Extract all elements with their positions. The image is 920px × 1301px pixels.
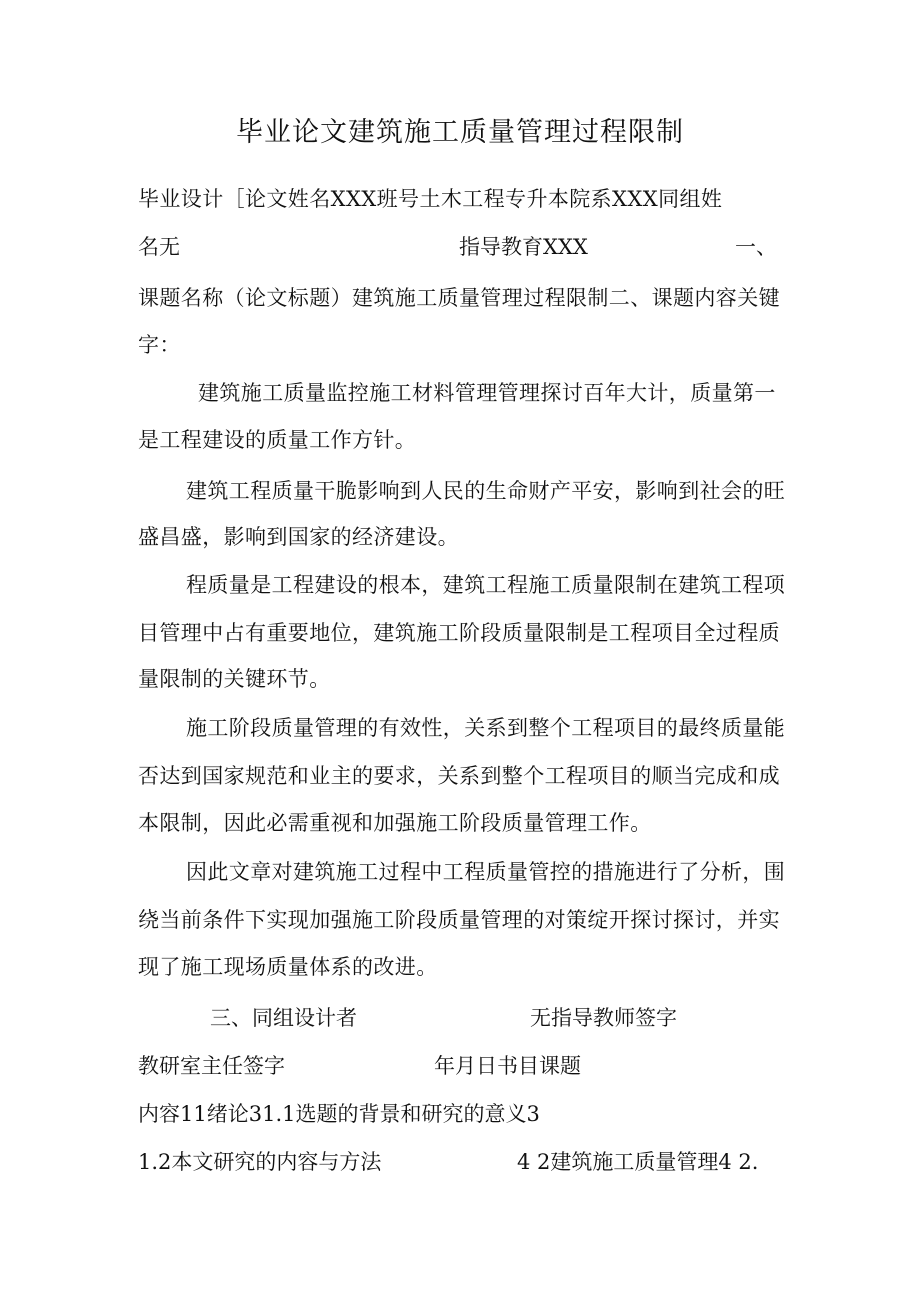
header-line-4: 字：	[138, 333, 181, 357]
paragraph-line: 本限制，因此必需重视和加强施工阶段质量管理工作。	[138, 811, 652, 835]
header-line-3: 课题名称（论文标题）建筑施工质量管理过程限制二、课题内容关键	[138, 286, 780, 310]
date-and-toc-heading: 年月日书目课题	[434, 1054, 581, 1078]
toc-line-2-left: 1.2本文研究的内容与方法	[138, 1150, 382, 1174]
paragraph-line: 建筑施工质量监控施工材料管理管理探讨百年大计，质量第一	[198, 381, 776, 405]
paragraph-line: 现了施工现场质量体系的改进。	[138, 955, 438, 979]
toc-line-1: 内容11绪论31.1选题的背景和研究的意义3	[138, 1102, 540, 1126]
paragraph-line: 绕当前条件下实现加强施工阶段质量管理的对策绽开探讨探讨，并实	[138, 908, 780, 932]
paragraph-line: 目管理中占有重要地位，建筑施工阶段质量限制是工程项目全过程质	[138, 621, 780, 645]
toc-line-2-right: 4 2建筑施工质量管理4 2.	[517, 1150, 759, 1174]
director-signature-label: 教研室主任签字	[138, 1054, 285, 1078]
paragraph-line: 是工程建设的质量工作方针。	[138, 428, 417, 452]
header-line-1: 毕业设计［论文姓名XXX班号土木工程专升本院系XXX同组姓	[138, 187, 723, 211]
advisor-signature-label: 无指导教师签字	[530, 1006, 677, 1030]
paragraph-line: 盛昌盛，影响到国家的经济建设。	[138, 525, 459, 549]
header-line-2-section-one: 一、	[735, 235, 777, 259]
header-line-2-advisor: 指导教育XXX	[459, 235, 588, 259]
paragraph-line: 因此文章对建筑施工过程中工程质量管控的措施进行了分析，围	[186, 860, 786, 884]
paragraph-line: 程质量是工程建设的根本，建筑工程施工质量限制在建筑工程项	[186, 573, 786, 597]
paragraph-line: 施工阶段质量管理的有效性，关系到整个工程项目的最终质量能	[186, 716, 786, 740]
co-designers-label: 三、同组设计者	[210, 1006, 357, 1030]
document-title: 毕业论文建筑施工质量管理过程限制	[236, 117, 684, 148]
paragraph-line: 否达到国家规范和业主的要求，关系到整个工程项目的顺当完成和成	[138, 764, 780, 788]
paragraph-line: 量限制的关键环节。	[138, 667, 331, 691]
paragraph-line: 建筑工程质量干脆影响到人民的生命财产平安，影响到社会的旺	[186, 479, 786, 503]
header-line-2-name: 名无	[138, 235, 180, 259]
